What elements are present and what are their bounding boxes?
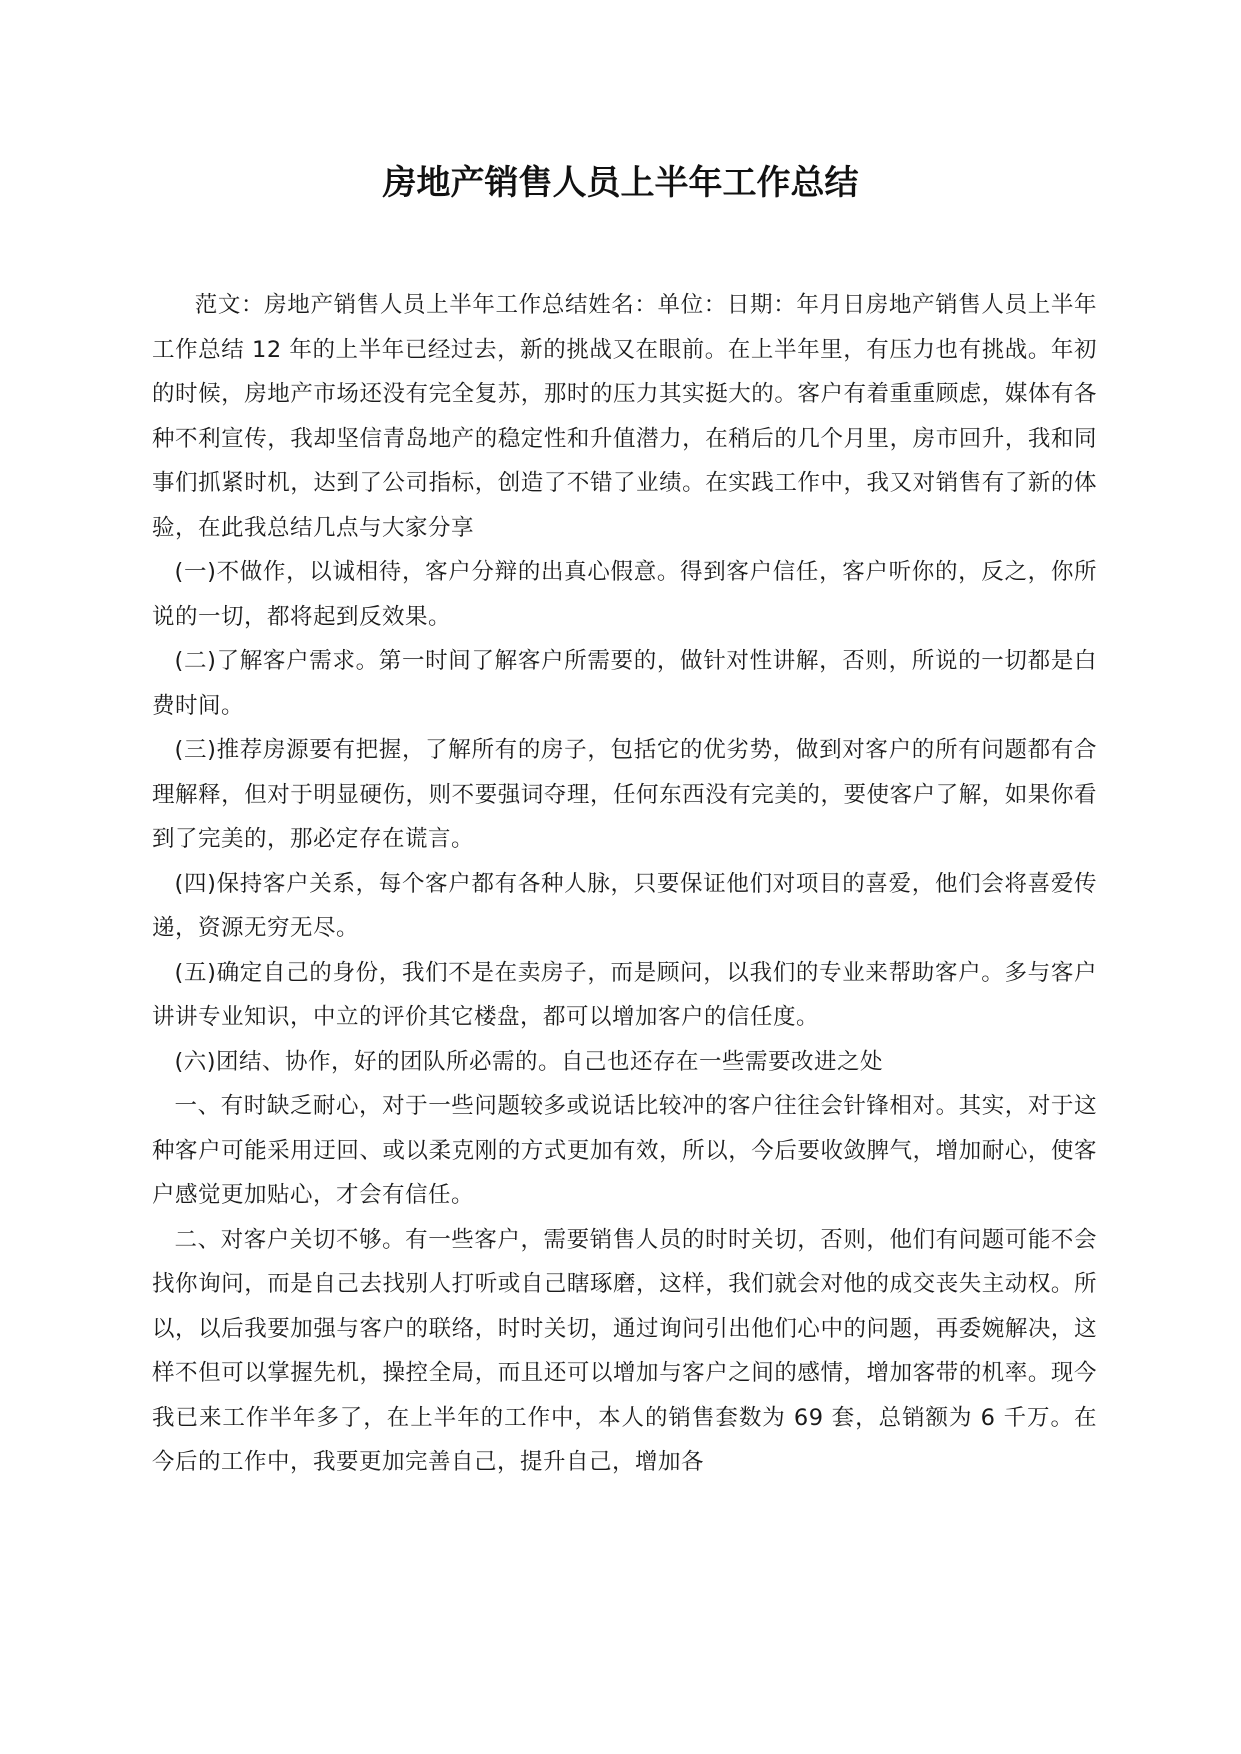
paragraph-improvement-1: 一、有时缺乏耐心，对于一些问题较多或说话比较冲的客户往往会针锋相对。其实，对于这种客户可能采用迂回、或以柔克刚的方式更加有效，所以，今后要收敛脾气，增加耐心，使客户感觉更加贴心，才会有信任。: [152, 1093, 1097, 1208]
paragraph-intro: 范文：房地产销售人员上半年工作总结姓名：单位：日期：年月日房地产销售人员上半年工作总结 12 年的上半年已经过去，新的挑战又在眼前。在上半年里，有压力也有挑战。年初的时候，房地产市场还没有完全复苏，那时的压力其实挺大的。客户有着重重顾虑，媒体有各种不利宣传，我却坚信青岛地产的稳定性和升值潜力，在稍后的几个月里，房市回升，我和同事们抓紧时机，达到了公司指标，创造了不错了业绩。在实践工作中，我又对销售有了新的体验，在此我总结几点与大家分享: [152, 292, 1097, 541]
paragraph-point-5: (五)确定自己的身份，我们不是在卖房子，而是顾问，以我们的专业来帮助客户。多与客户讲讲专业知识，中立的评价其它楼盘，都可以增加客户的信任度。: [152, 959, 1097, 1030]
paragraph-point-2: (二)了解客户需求。第一时间了解客户所需要的，做针对性讲解，否则，所说的一切都是白费时间。: [152, 648, 1097, 719]
document-title: 房地产销售人员上半年工作总结: [382, 163, 859, 203]
document-body: [152, 283, 1097, 1485]
paragraph-improvement-2: 二、对客户关切不够。有一些客户，需要销售人员的时时关切，否则，他们有问题可能不会找你询问，而是自己去找别人打听或自己瞎琢磨，这样，我们就会对他的成交丧失主动权。所以，以后我要加强与客户的联络，时时关切，通过询问引出他们心中的问题，再委婉解决，这样不但可以掌握先机，操控全局，而且还可以增加与客户之间的感情，增加客带的机率。现今我已来工作半年多了，在上半年的工作中，本人的销售套数为 69 套，总销额为 6 千万。在今后的工作中，我要更加完善自己，提升自己，增加各: [152, 1226, 1097, 1475]
paragraph-point-1: (一)不做作，以诚相待，客户分辩的出真心假意。得到客户信任，客户听你的，反之，你所说的一切，都将起到反效果。: [152, 559, 1097, 630]
paragraph-point-3: (三)推荐房源要有把握，了解所有的房子，包括它的优劣势，做到对客户的所有问题都有合理解释，但对于明显硬伤，则不要强词夺理，任何东西没有完美的，要使客户了解，如果你看到了完美的，那必定存在谎言。: [152, 737, 1097, 852]
paragraph-point-4: (四)保持客户关系，每个客户都有各种人脉，只要保证他们对项目的喜爱，他们会将喜爱传递，资源无穷无尽。: [152, 870, 1097, 941]
paragraph-point-6: (六)团结、协作，好的团队所必需的。自己也还存在一些需要改进之处: [174, 1048, 884, 1075]
